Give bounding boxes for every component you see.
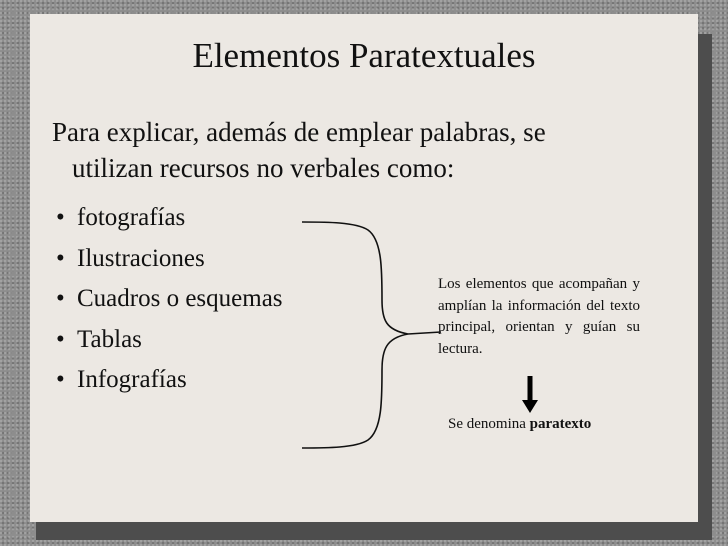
bullet-icon: • (56, 244, 65, 272)
intro-line-2: utilizan recursos no verbales como: (72, 153, 455, 183)
intro-line-1: Para explicar, además de emplear palabras, se (52, 117, 546, 147)
intro-text (52, 114, 672, 186)
list-item (52, 360, 283, 401)
conclusion-text (448, 416, 591, 433)
list-item-text: Infografías (77, 366, 187, 393)
list-item-text: fotografías (77, 204, 186, 231)
list-item-text: Tablas (77, 325, 142, 353)
slide-title: Elementos Paratextuales (192, 36, 536, 75)
bullet-icon: • (56, 325, 65, 353)
bullet-icon: • (56, 204, 65, 231)
bullet-list (52, 198, 283, 401)
curly-brace-icon (296, 220, 446, 452)
list-item (52, 320, 283, 361)
list-item-text: Cuadros o esquemas (77, 285, 283, 312)
slide (30, 14, 698, 522)
list-item (52, 279, 283, 320)
conclusion-prefix: Se denomina (448, 416, 530, 432)
conclusion-term: paratexto (529, 416, 592, 432)
definition-note: Los elementos que acompañan y amplían la información del texto principal, orientan y guían su lectura. (438, 276, 640, 357)
list-item (52, 239, 283, 280)
bullet-icon: • (56, 285, 65, 312)
down-arrow-icon (522, 376, 538, 414)
bullet-icon: • (56, 366, 65, 393)
list-item (52, 198, 283, 239)
list-item-text: Ilustraciones (77, 244, 205, 272)
